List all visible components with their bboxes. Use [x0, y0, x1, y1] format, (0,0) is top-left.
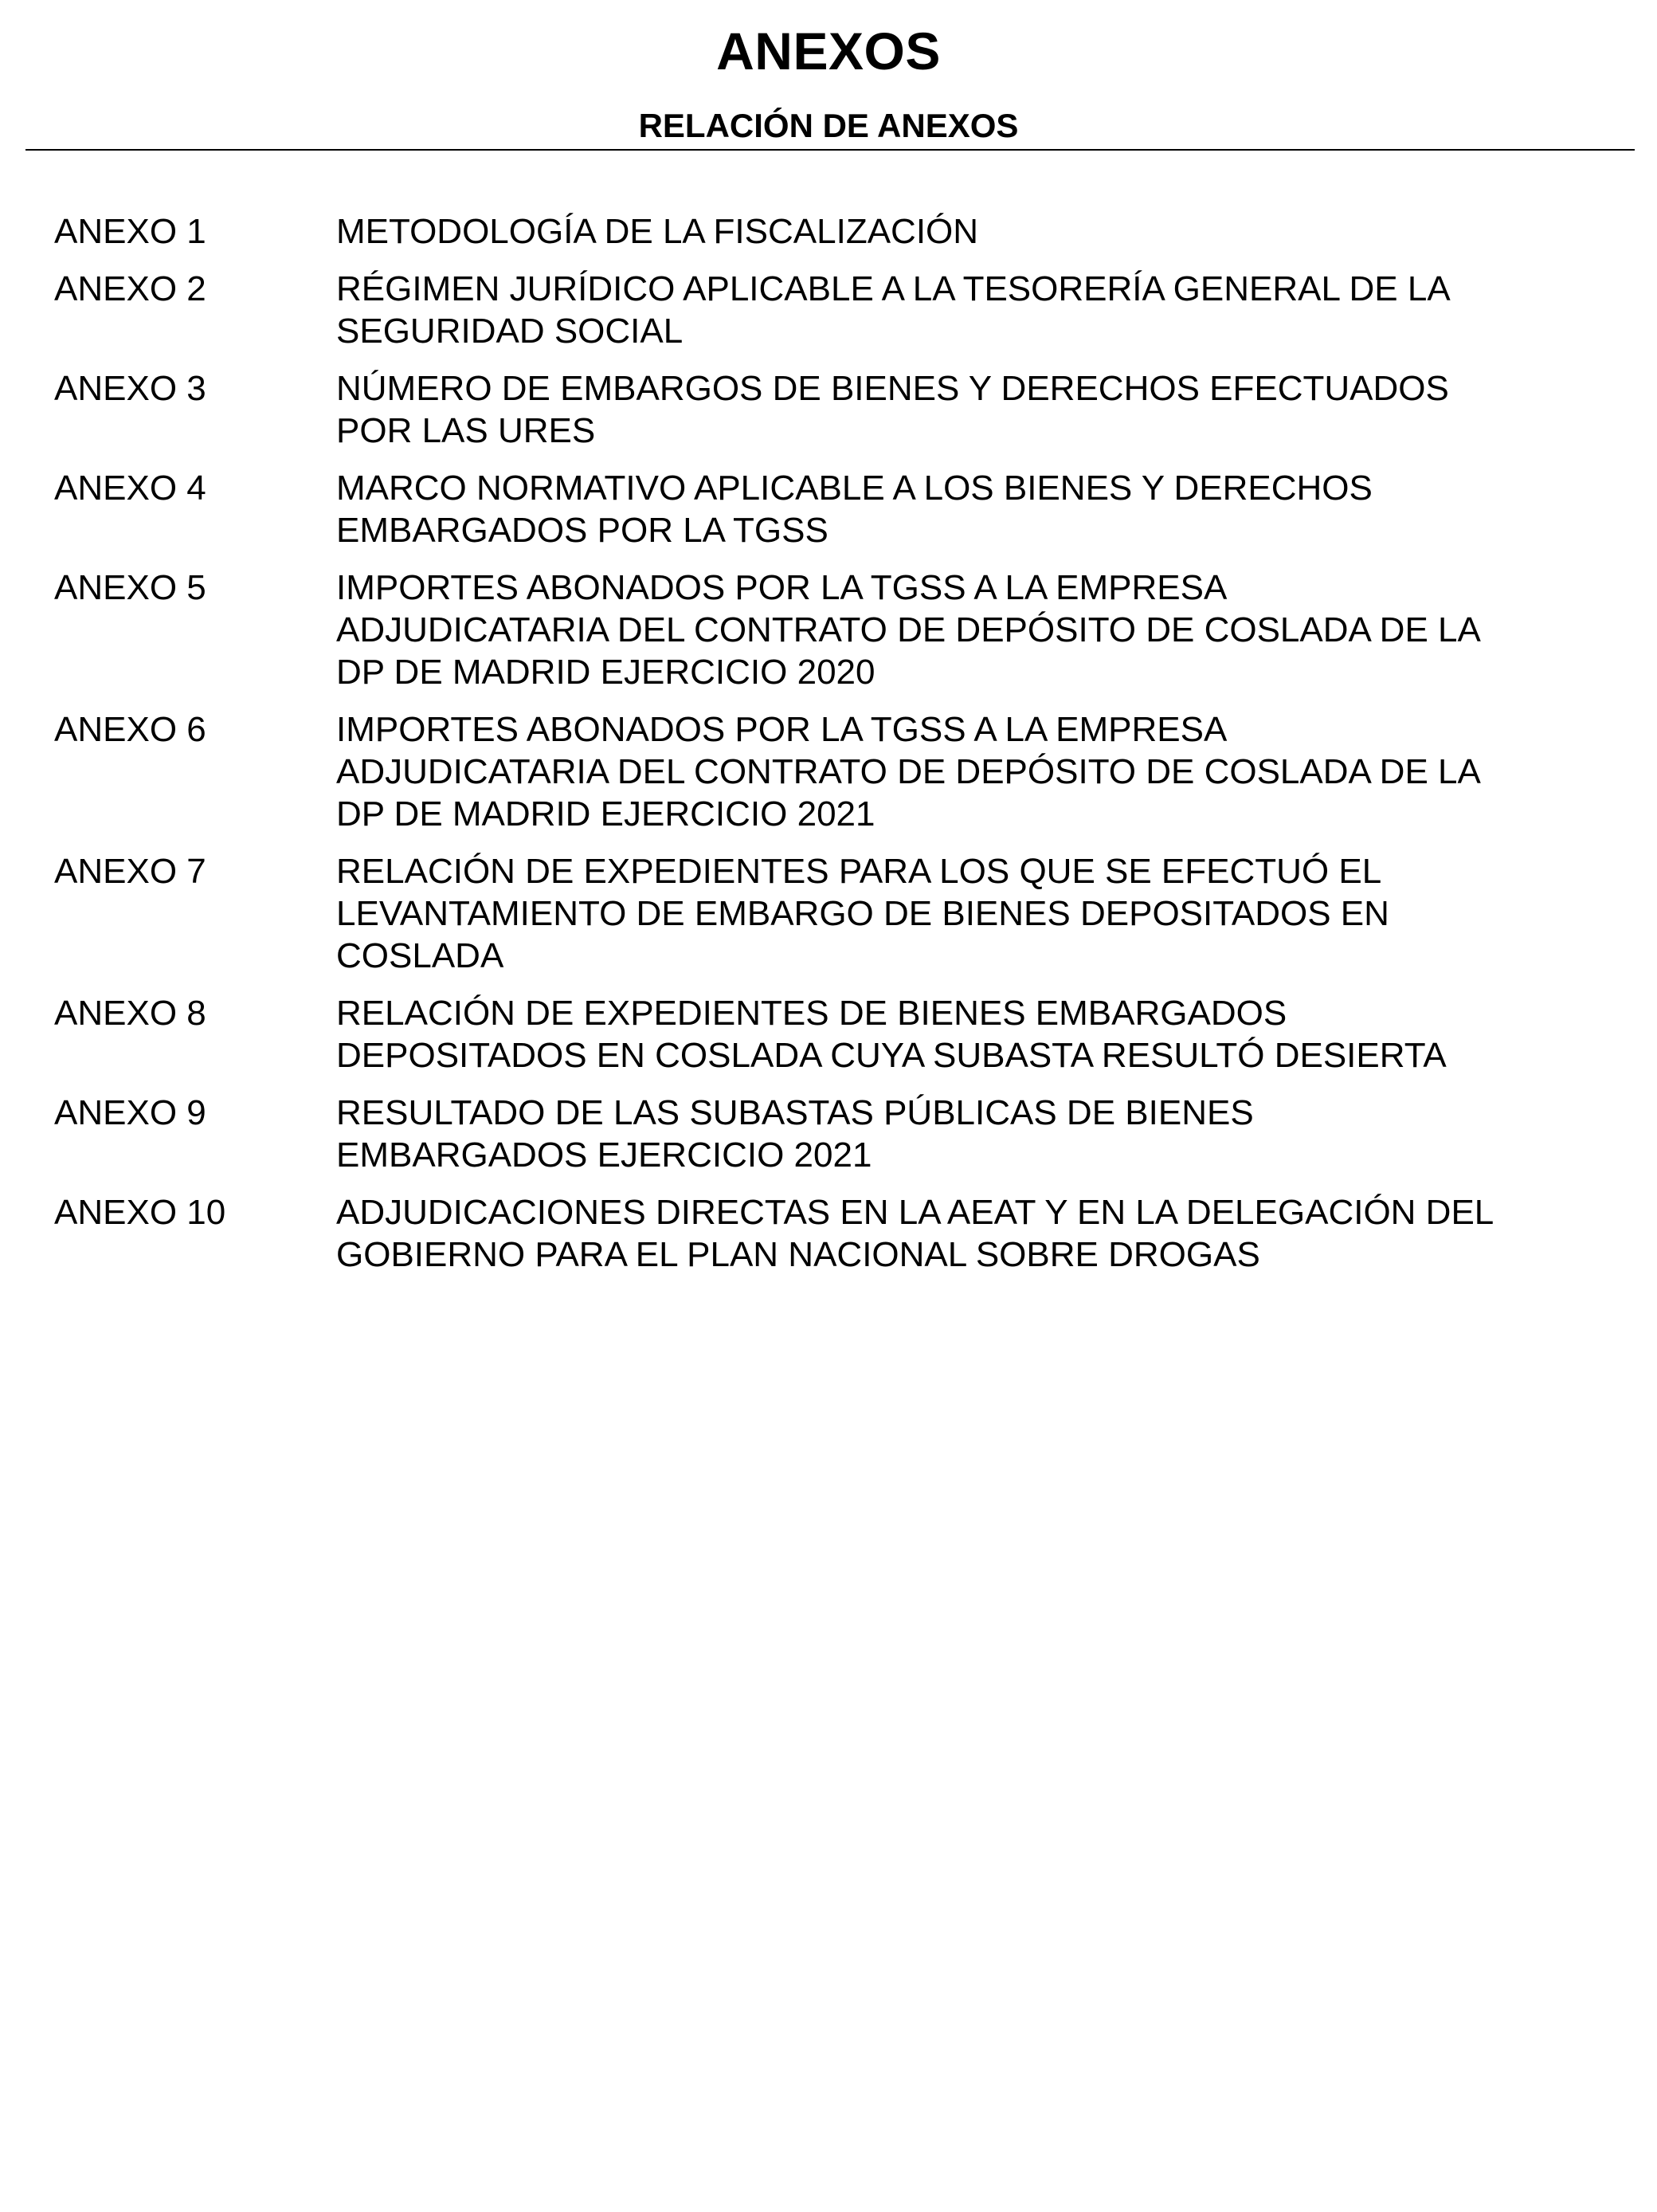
annex-title — [336, 850, 1568, 977]
annex-item-4 — [54, 467, 1568, 551]
annex-label: ANEXO 1 — [54, 212, 206, 251]
annex-label: ANEXO 5 — [54, 568, 206, 607]
annex-title-line: METODOLOGÍA DE LA FISCALIZACIÓN — [336, 212, 979, 251]
annex-item-8 — [54, 992, 1568, 1077]
annex-title-line: IMPORTES ABONADOS POR LA TGSS A LA EMPRESA — [336, 710, 1228, 749]
annex-item-6 — [54, 708, 1568, 835]
annex-title — [336, 1191, 1568, 1276]
annex-label: ANEXO 2 — [54, 269, 206, 308]
annex-title-line: ADJUDICATARIA DEL CONTRATO DE DEPÓSITO DE COSLADA DE LA — [336, 752, 1481, 791]
annex-title-line: DEPOSITADOS EN COSLADA CUYA SUBASTA RESULTÓ DESIERTA — [336, 1036, 1447, 1075]
annex-item-7 — [54, 850, 1568, 977]
annex-item-5 — [54, 567, 1568, 693]
annex-title-line: LEVANTAMIENTO DE EMBARGO DE BIENES DEPOSITADOS EN — [336, 894, 1389, 933]
annex-label: ANEXO 9 — [54, 1093, 206, 1132]
annex-item-2 — [54, 268, 1568, 352]
annex-label: ANEXO 8 — [54, 994, 206, 1033]
annex-title — [336, 708, 1568, 835]
annex-title — [336, 467, 1568, 551]
annex-title-line: EMBARGADOS EJERCICIO 2021 — [336, 1135, 872, 1175]
annex-title-line: GOBIERNO PARA EL PLAN NACIONAL SOBRE DROGAS — [336, 1235, 1260, 1274]
annex-label: ANEXO 4 — [54, 469, 206, 508]
annex-title — [336, 1092, 1568, 1176]
annex-title-line: RÉGIMEN JURÍDICO APLICABLE A LA TESORERÍA GENERAL DE LA — [336, 269, 1451, 308]
annex-title-line: ADJUDICATARIA DEL CONTRATO DE DEPÓSITO DE COSLADA DE LA — [336, 610, 1481, 649]
annex-label: ANEXO 10 — [54, 1193, 226, 1232]
annex-item-10 — [54, 1191, 1568, 1276]
annex-title-line: EMBARGADOS POR LA TGSS — [336, 511, 828, 550]
annex-title — [336, 268, 1568, 352]
annex-title-line: DP DE MADRID EJERCICIO 2020 — [336, 653, 876, 692]
annex-title-line: DP DE MADRID EJERCICIO 2021 — [336, 794, 876, 833]
annex-item-9 — [54, 1092, 1568, 1176]
annex-list — [54, 210, 1568, 1291]
annex-label: ANEXO 7 — [54, 852, 206, 891]
annex-title — [336, 210, 1568, 253]
annex-item-1 — [54, 210, 1568, 253]
page-title: ANEXOS — [716, 22, 941, 80]
page-subtitle: RELACIÓN DE ANEXOS — [638, 107, 1019, 144]
header-divider — [25, 149, 1635, 151]
annex-item-3 — [54, 367, 1568, 452]
annex-title-line: ADJUDICACIONES DIRECTAS EN LA AEAT Y EN LA DELEGACIÓN DEL — [336, 1193, 1494, 1232]
annex-title — [336, 567, 1568, 693]
annex-title-line: SEGURIDAD SOCIAL — [336, 312, 684, 351]
annex-title-line: RESULTADO DE LAS SUBASTAS PÚBLICAS DE BIENES — [336, 1093, 1254, 1132]
annex-title-line: RELACIÓN DE EXPEDIENTES DE BIENES EMBARGADOS — [336, 994, 1287, 1033]
annex-title-line: NÚMERO DE EMBARGOS DE BIENES Y DERECHOS EFECTUADOS — [336, 369, 1449, 408]
annex-title-line: COSLADA — [336, 936, 504, 975]
annex-title-line: RELACIÓN DE EXPEDIENTES PARA LOS QUE SE EFECTUÓ EL — [336, 852, 1382, 891]
annex-title-line: IMPORTES ABONADOS POR LA TGSS A LA EMPRESA — [336, 568, 1228, 607]
annex-label: ANEXO 6 — [54, 710, 206, 749]
annex-title — [336, 992, 1568, 1077]
annex-title-line: MARCO NORMATIVO APLICABLE A LOS BIENES Y DERECHOS — [336, 469, 1373, 508]
annex-title — [336, 367, 1568, 452]
annex-title-line: POR LAS URES — [336, 411, 596, 450]
annex-label: ANEXO 3 — [54, 369, 206, 408]
